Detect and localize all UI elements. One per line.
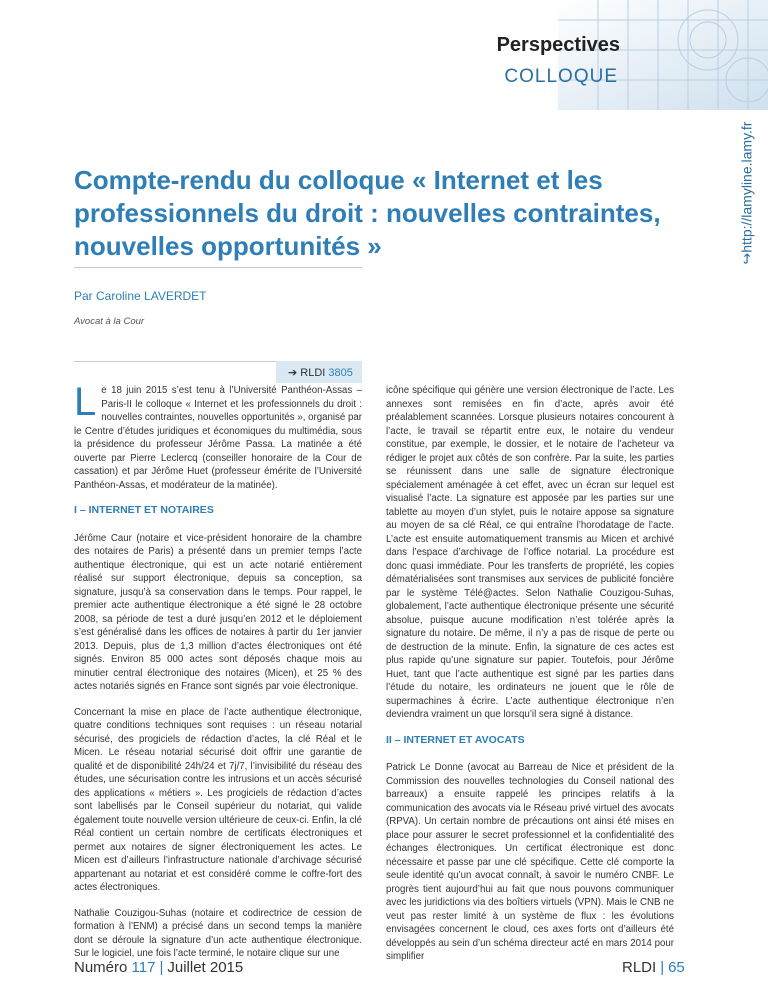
author-name: Par Caroline LAVERDET [74,289,207,303]
reference-number: 3805 [328,367,353,379]
body-paragraph: icône spécifique qui génère une version électronique de l’acte. Les annexes sont remisées en fin d’acte, après avoir été préalablement scannées. Lorsque plusieurs notaires concourent à l’acte, le travail se répartit entre eux, le notaire du vendeur constitue, par exemple, le dossier, et le notaire de l’acheteur va rédiger le projet aux côtés de son confrère. Par la suite, les parties se réunissent dans une salle de signature électronique spécialement aménagée à cet effet, avec un écran sur lequel est visualisé l’acte. La signature est apposée par les parties sur une tablette au moyen d’un stylet, puis le notaire appose sa signature au moyen de sa clé Réal, ce qui entraîne l’horodatage de l’acte. L’acte est ensuite automatiquement transmis au Micen et archivé dans l’espace d’archivage de l’office notarial. La procédure est donc quasi immédiate. Pour les transferts de propriété, les copies dématérialisées sont transmises aux services de publicité foncière par le système Télé@actes. Selon Nathalie Couzigou-Suhas, globalement, l’acte authentique électronique présente une sécurité absolue, puisque aucune modification n’est tolérée après la signature du notaire. De même, il n’y a pas de risque de perte ou de destruction de la minute. Enfin, la signature de ces actes est plus rapide qu’une signature sur papier. Toutefois, pour Jérôme Huet, tant que l’acte authentique est signé par les parties dans l’étude du notaire, les ordinateurs ne jouent que le rôle de supermachines à écrire. L’acte authentique électronique n’en deviendra vraiment un que lorsqu’il sera signé à distance. [386,385,674,720]
article-title: Compte-rendu du colloque « Internet et les professionnels du droit : nouvelles contraintes, nouvelles opportunités » [74,165,661,261]
footer-issue [74,959,243,976]
side-url-container[interactable] [734,118,760,268]
intro-paragraph [74,380,362,492]
journal-name: RLDI [622,959,657,976]
drop-cap: L [74,380,97,424]
body-paragraph: Jérôme Caur (notaire et vice-président honoraire de la chambre des notaires de Paris) a présenté dans un premier temps l’acte authentique électronique, qui est un acte notarié entièrement réalisé sur support électronique, depuis sa conception, sa signature, jusqu’à sa conservation dans le temps. Pour rappel, le premier acte authentique électronique a été signé le 28 octobre 2008, sa période de test a duré jusqu’en 2012 et le déploiement s’est généralisé dans les offices de notaires à partir du 1er janvier 2013. Depuis, plus de 1,3 million d’actes électroniques ont été signés. Environ 85 000 actes sont déposés chaque mois au minutier central électronique des notaires (Micen), et 25 % des actes notariés signés en France sont signés par voie électronique. [74,532,362,692]
page-number: 65 [668,959,685,976]
section-heading-notaires: I – INTERNET ET NOTAIRES [74,504,214,516]
body-paragraph: Patrick Le Donne (avocat au Barreau de Nice et président de la Commission des nouvelles technologies du Conseil national des barreaux) a ensuite rappelé les principes relatifs à la communication des avocats via le Réseau privé virtuel des avocats (RPVA). Un certain nombre de précautions ont ainsi été mises en place pour assurer le secret professionnel et la confidentialité des échanges électroniques. Un certificat électronique est donc nécessaire et passe par une clé spécifique. Cette clé comporte la seule identité qu’un avocat connaît, à savoir le numéro CNBF. Le progrès tient aujourd’hui au fait que nous pouvons communiquer avec les juridictions via des boîtiers virtuels (VPN). Mais le CNB ne veut pas rester limité à un système de flux : les évolutions envisagées concernent le cloud, ces axes forts ont d’ailleurs été développés au sein d’un schéma directeur acté en mars 2014 pour simplifier [386,762,674,962]
column-left [74,380,362,973]
body-paragraph: Concernant la mise en place de l’acte authentique électronique, quatre conditions techniques sont requises : un réseau notarial sécurisé, des progiciels de rédaction d’actes, la clé Réal et le Micen. Le réseau notarial sécurisé doit offrir une garantie de qualité et de disponibilité 24h/24 et 7j/7, l’invisibilité du réseau des études, une sécurisation contre les intrusions et un accès sécurisé des applications « métiers ». Les progiciels de rédaction d’actes sont labellisés par le Conseil supérieur du notariat, qui valide également toute nouvelle version ultérieure de ceux-ci. Enfin, la clé Réal contient un certain nombre de certificats électroniques et permet aux notaires de signer électroniquement les actes. Le Micen est d’ailleurs l’infrastructure nationale d’archivage sécurisé appartenant au notariat et est considéré comme le coffre-fort des actes électroniques. [74,706,362,893]
body-paragraph: Nathalie Couzigou-Suhas (notaire et codirectrice de cession de formation à l’ENM) a précisé dans un second temps la manière dont se déroule la signature d’un acte authentique électronique. Sur le logiciel, une fois l’acte terminé, le notaire clique sur une [74,907,362,959]
footer-page [622,959,685,976]
issue-number: 117 [131,959,156,976]
side-url-link[interactable] [739,122,756,265]
reference-prefix: RLDI [300,367,326,379]
reference-badge [276,361,362,383]
footer-separator: | [159,959,164,976]
intro-text: e 18 juin 2015 s’est tenu à l’Université Panthéon-Assas – Paris-II le colloque « Internet et les professionnels du droit : nouvelles contraintes, nouvelles opportunités », organisé par le Centre d’études juridiques et économiques du multimédia, sous la présidence du professeur Jérôme Passa. La matinée a été ouverte par Pierre Leclercq (conseiller honoraire de la Cour de cassation) et par Jérôme Huet (professeur émérite de l’Université Panthéon-Assas, et modérateur de la matinée). [74,385,362,491]
author-role: Avocat à la Cour [74,316,145,327]
link-arrow-icon: ↪ [738,252,755,265]
arrow-right-icon: ➔ [288,367,298,379]
subsection-label: COLLOQUE [504,66,618,87]
footer-separator: | [660,959,665,976]
column-right [386,384,674,976]
issue-date: Juillet 2015 [167,959,244,976]
side-url-text: http://lamyline.lamy.fr [738,121,755,253]
issue-label: Numéro [74,959,128,976]
section-label: Perspectives [496,34,620,56]
section-heading-avocats: II – INTERNET ET AVOCATS [386,733,525,746]
title-divider [74,267,362,268]
